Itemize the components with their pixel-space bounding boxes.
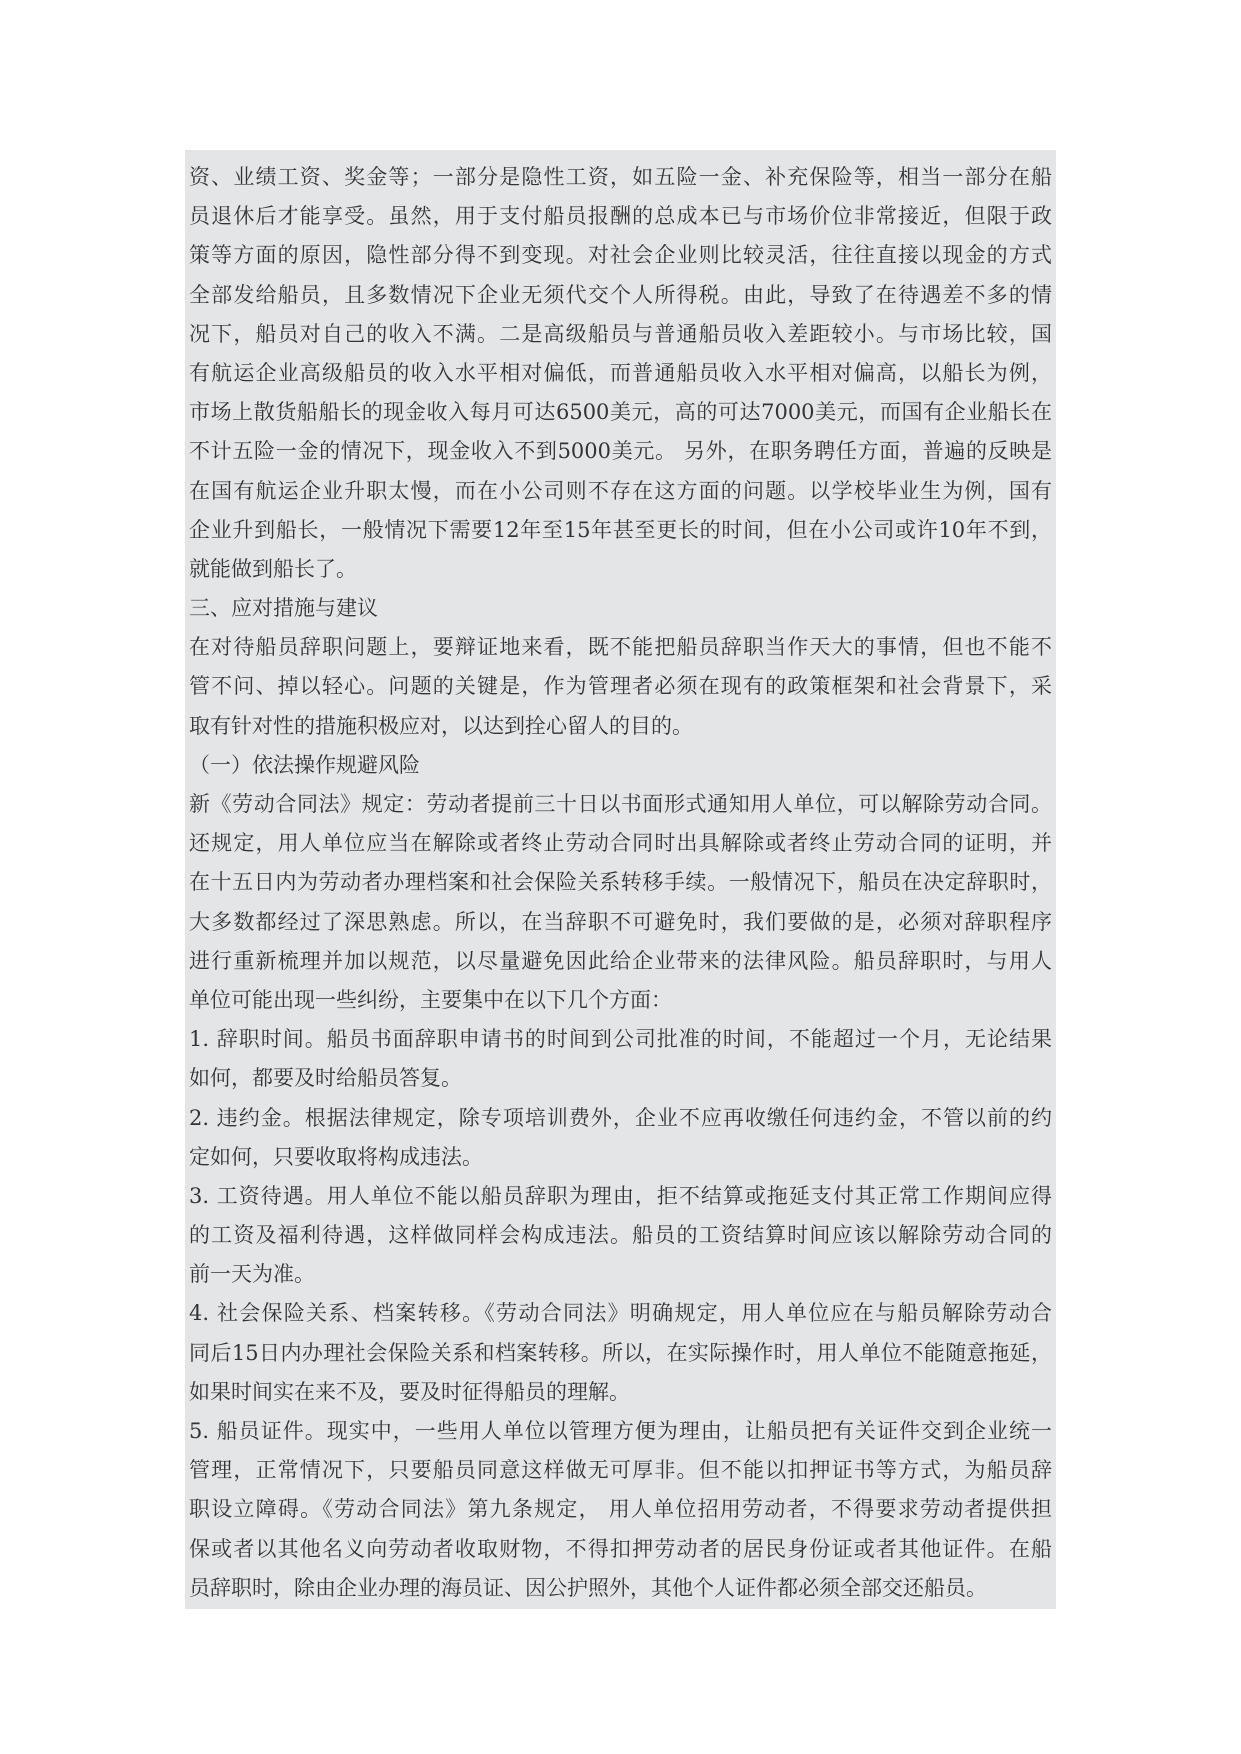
list-item: 1. 辞职时间。船员书面辞职申请书的时间到公司批准的时间，不能超过一个月，无论结果 [189, 1027, 1052, 1052]
subsection-heading: （一）依法操作规避风险 [189, 752, 420, 777]
text-line: 新《劳动合同法》规定：劳动者提前三十日以书面形式通知用人单位，可以解除劳动合同。 [189, 792, 1052, 816]
text-line: 全部发给船员，且多数情况下企业无须代交个人所得税。由此，导致了在待遇差不多的情 [189, 282, 1052, 307]
text-line: 企业升到船长，一般情况下需要12年至15年甚至更长的时间，但在小公司或许10年不到， [189, 517, 1052, 542]
text-line: 进行重新梳理并加以规范，以尽量避免因此给企业带来的法律风险。船员辞职时，与用人 [189, 948, 1052, 973]
text-line: 前一天为准。 [189, 1262, 315, 1287]
text-line: 策等方面的原因，隐性部分得不到变现。对社会企业则比较灵活，往往直接以现金的方式 [189, 243, 1052, 268]
list-item: 4. 社会保险关系、档案转移。《劳动合同法》明确规定，用人单位应在与船员解除劳动合 [189, 1301, 1052, 1326]
text-line: 如何，都要及时给船员答复。 [189, 1066, 462, 1091]
text-line: 在国有航运企业升职太慢，而在小公司则不存在这方面的问题。以学校毕业生为例，国有 [189, 478, 1052, 503]
text-line: 员辞职时，除由企业办理的海员证、因公护照外，其他个人证件都必须全部交还船员。 [189, 1575, 987, 1600]
text-line: 定如何，只要收取将构成违法。 [189, 1144, 483, 1169]
text-line: 市场上散货船船长的现金收入每月可达6500美元，高的可达7000美元，而国有企业船长在 [189, 400, 1052, 425]
text-line: 在十五日内为劳动者办理档案和社会保险关系转移手续。一般情况下，船员在决定辞职时， [189, 870, 1052, 895]
text-line: 管不问、掉以轻心。问题的关键是，作为管理者必须在现有的政策框架和社会背景下，采 [189, 674, 1052, 699]
text-line: 就能做到船长了。 [189, 556, 357, 581]
text-line: 还规定，用人单位应当在解除或者终止劳动合同时出具解除或者终止劳动合同的证明，并 [189, 831, 1052, 856]
text-line: 资、业绩工资、奖金等；一部分是隐性工资，如五险一金、补充保险等，相当一部分在船 [189, 165, 1052, 189]
text-line: 况下，船员对自己的收入不满。二是高级船员与普通船员收入差距较小。与市场比较，国 [189, 321, 1052, 346]
list-item: 3. 工资待遇。用人单位不能以船员辞职为理由，拒不结算或拖延支付其正常工作期间应得 [189, 1183, 1052, 1208]
text-line: 保或者以其他名义向劳动者收取财物，不得扣押劳动者的居民身份证或者其他证件。在船 [189, 1536, 1052, 1561]
text-line: 单位可能出现一些纠纷，主要集中在以下几个方面： [189, 987, 672, 1012]
document-text-block [185, 150, 1056, 1609]
list-item: 5. 船员证件。现实中，一些用人单位以管理方便为理由，让船员把有关证件交到企业统一 [189, 1419, 1052, 1443]
text-line: 如果时间实在来不及，要及时征得船员的理解。 [189, 1379, 630, 1404]
text-line: 不计五险一金的情况下，现金收入不到5000美元。 另外，在职务聘任方面，普遍的反映是 [189, 439, 1052, 464]
text-line: 取有针对性的措施积极应对，以达到拴心留人的目的。 [189, 713, 693, 738]
section-heading: 三、应对措施与建议 [189, 596, 378, 621]
text-line: 大多数都经过了深思熟虑。所以，在当辞职不可避免时，我们要做的是，必须对辞职程序 [189, 909, 1052, 934]
text-line: 管理，正常情况下，只要船员同意这样做无可厚非。但不能以扣押证书等方式，为船员辞 [189, 1458, 1052, 1483]
text-line: 职设立障碍。《劳动合同法》第九条规定， 用人单位招用劳动者，不得要求劳动者提供担 [189, 1497, 1052, 1522]
text-line: 有航运企业高级船员的收入水平相对偏低，而普通船员收入水平相对偏高，以船长为例， [189, 360, 1052, 385]
text-line: 在对待船员辞职问题上，要辩证地来看，既不能把船员辞职当作天大的事情，但也不能不 [189, 635, 1052, 660]
list-item: 2. 违约金。根据法律规定，除专项培训费外，企业不应再收缴任何违约金，不管以前的约 [189, 1105, 1052, 1130]
text-line: 的工资及福利待遇，这样做同样会构成违法。船员的工资结算时间应该以解除劳动合同的 [189, 1223, 1052, 1248]
text-line: 同后15日内办理社会保险关系和档案转移。所以，在实际操作时，用人单位不能随意拖延， [189, 1340, 1052, 1365]
text-line: 员退休后才能享受。虽然，用于支付船员报酬的总成本已与市场价位非常接近，但限于政 [189, 204, 1052, 229]
